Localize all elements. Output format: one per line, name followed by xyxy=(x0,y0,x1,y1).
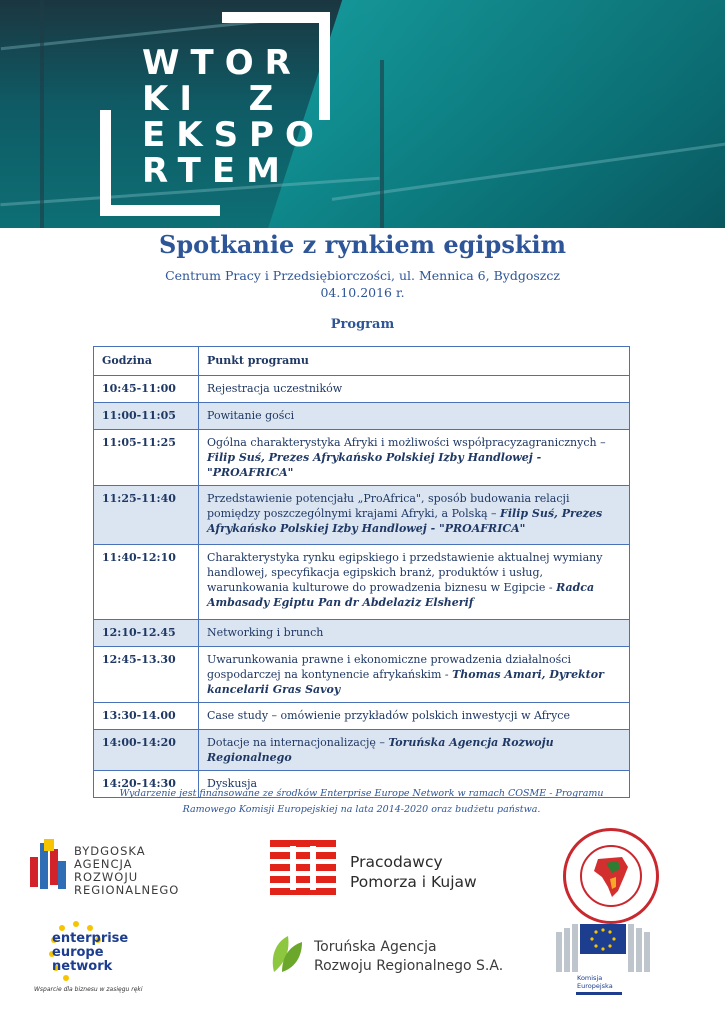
barr-emblem-icon xyxy=(28,839,72,895)
row-time: 10:45-11:00 xyxy=(94,376,199,403)
agenda-text: Case study – omówienie przykładów polskich inwestycji w Afryce xyxy=(207,709,570,722)
row-agenda xyxy=(199,486,630,545)
ke-line-2: Europejska xyxy=(577,982,613,990)
agenda-text: Dotacje na internacjonalizację – xyxy=(207,736,389,749)
row-time: 11:25-11:40 xyxy=(94,486,199,545)
barr-line-3: ROZWOJU xyxy=(74,870,139,884)
table-row xyxy=(94,620,630,647)
header-banner xyxy=(0,0,725,228)
row-time: 11:05-11:25 xyxy=(94,430,199,486)
european-commission-logo xyxy=(556,922,656,997)
ke-underline xyxy=(576,992,622,995)
logo-line-2: KI Z xyxy=(142,79,285,119)
proafrica-seal-logo xyxy=(563,828,659,924)
row-agenda xyxy=(199,545,630,620)
ppik-line-1: Pracodawcy xyxy=(350,853,443,871)
een-line-3: network xyxy=(52,959,113,974)
enterprise-europe-network-logo xyxy=(30,918,160,998)
row-time: 11:00-11:05 xyxy=(94,403,199,430)
tarr-leaf-icon xyxy=(268,932,308,974)
funding-note: Wydarzenie jest finansowane ze środków Enterprise Europe Network w ramach COSME - Programu Ramowego Komisji Europejskiej na lata 2014-2020 oraz budżetu państwa. xyxy=(119,788,604,815)
agenda-text: Ogólna charakterystyka Afryki i możliwości współpracyzagranicznych – xyxy=(207,436,606,449)
row-time: 12:45-13.30 xyxy=(94,647,199,703)
row-agenda xyxy=(199,376,630,403)
agenda-text: Przedstawienie potencjału „ProAfrica", sposób budowania relacji pomiędzy poszczególnymi krajami Afryki, a Polską – xyxy=(207,492,570,520)
agenda-speaker: Radca Ambasady Egiptu Pan dr Abdelaziz Elsherif xyxy=(207,581,595,609)
barr-line-2: AGENCJA xyxy=(74,857,133,871)
tarr-line-1: Toruńska Agencja xyxy=(314,939,437,955)
agenda-text: Charakterystyka rynku egipskiego i przedstawienie aktualnej wymiany handlowej, specyfikacja egipskich branż, produktów i usług, warunkowania kulturowe do prowadzenia biznesu w Egipcie - xyxy=(207,551,603,594)
row-agenda xyxy=(199,730,630,771)
agenda-speaker: Toruńska Agencja Rozwoju Regionalnego xyxy=(207,736,554,764)
table-row xyxy=(94,647,630,703)
column-header-agenda: Punkt programu xyxy=(199,347,630,376)
event-venue: Centrum Pracy i Przedsiębiorczości, ul. Mennica 6, Bydgoszcz xyxy=(165,268,560,283)
logo-line-1: WTOR xyxy=(142,43,302,83)
ppik-line-2: Pomorza i Kujaw xyxy=(350,873,477,891)
africa-map-icon xyxy=(566,831,656,921)
table-row xyxy=(94,430,630,486)
een-line-1: enterprise xyxy=(52,931,129,946)
agenda-speaker: Filip Suś, Prezes Afrykańsko Polskiej Izby Handlowej - "PROAFRICA" xyxy=(207,451,542,479)
event-date: 04.10.2016 r. xyxy=(320,285,405,300)
row-time: 14:20-14:30 xyxy=(94,771,199,798)
row-time: 14:00-14:20 xyxy=(94,730,199,771)
program-heading: Program xyxy=(330,317,395,332)
agenda-text: Powitanie gości xyxy=(207,409,295,422)
een-tagline: Wsparcie dla biznesu w zasięgu ręki xyxy=(34,986,143,993)
tarr-line-2: Rozwoju Regionalnego S.A. xyxy=(314,958,504,974)
column-header-time: Godzina xyxy=(94,347,199,376)
barr-logo xyxy=(28,839,228,899)
een-line-2: europe xyxy=(52,945,104,960)
table-row xyxy=(94,703,630,730)
ppik-stripes-icon xyxy=(270,840,336,896)
table-row xyxy=(94,545,630,620)
barr-line-4: REGIONALNEGO xyxy=(74,883,180,897)
agenda-text: Networking i brunch xyxy=(207,626,324,639)
table-row xyxy=(94,376,630,403)
page-title: Spotkanie z rynkiem egipskim xyxy=(159,230,566,259)
row-agenda xyxy=(199,620,630,647)
ke-line-1: Komisja xyxy=(577,974,603,982)
barr-line-1: BYDGOSKA xyxy=(74,844,146,858)
agenda-speaker: Thomas Amari, Dyrektor kancelarii Gras Savoy xyxy=(207,668,604,696)
table-row xyxy=(94,486,630,545)
ppik-logo xyxy=(270,840,500,900)
logo-line-3: EKSPO xyxy=(142,115,325,155)
table-row xyxy=(94,730,630,771)
row-time: 11:40-12:10 xyxy=(94,545,199,620)
banner-beam xyxy=(380,60,384,228)
row-time: 13:30-14.00 xyxy=(94,703,199,730)
row-agenda xyxy=(199,703,630,730)
row-agenda xyxy=(199,430,630,486)
agenda-text: Dyskusja xyxy=(207,777,258,790)
schedule-table xyxy=(93,346,630,798)
tarr-logo xyxy=(268,932,508,982)
row-agenda xyxy=(199,403,630,430)
logo-line-4: RTEM xyxy=(142,151,291,191)
row-agenda xyxy=(199,647,630,703)
agenda-text: Uwarunkowania prawne i ekonomiczne prowadzenia działalności gospodarczej na kontynencie afrykańskim - xyxy=(207,653,571,681)
agenda-speaker: Filip Suś, Prezes Afrykańsko Polskiej Izby Handlowej - "PROAFRICA" xyxy=(207,507,603,535)
commission-building-icon xyxy=(556,922,656,974)
table-row xyxy=(94,403,630,430)
agenda-text: Rejestracja uczestników xyxy=(207,382,343,395)
row-time: 12:10-12.45 xyxy=(94,620,199,647)
table-header-row xyxy=(94,347,630,376)
banner-beam xyxy=(40,0,44,228)
